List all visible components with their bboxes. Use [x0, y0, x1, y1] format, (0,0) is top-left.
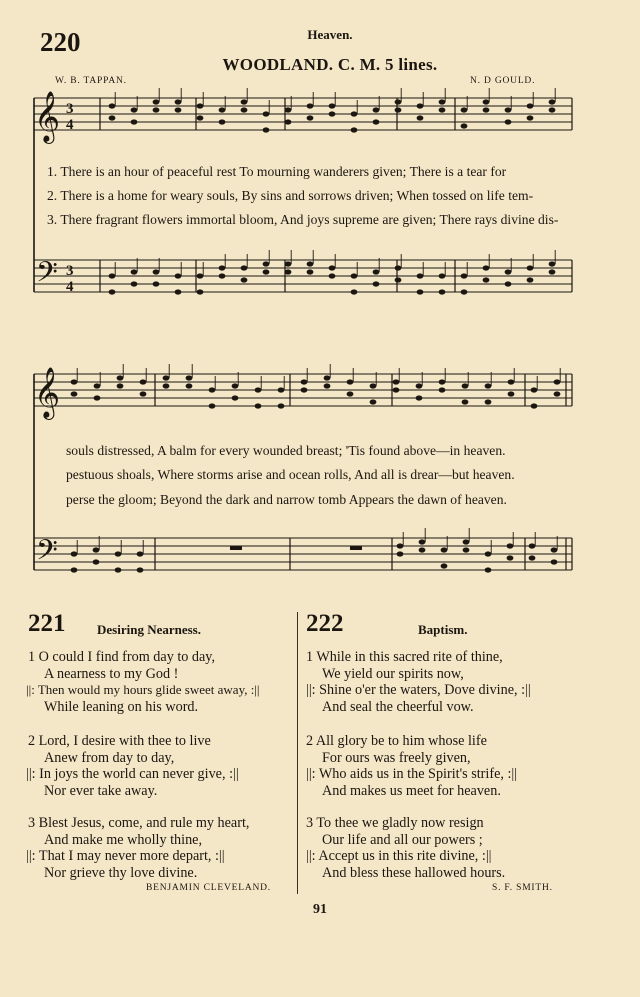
note-head — [417, 289, 424, 294]
column-divider — [297, 612, 298, 894]
note-head — [419, 547, 426, 552]
note-head — [529, 543, 536, 548]
hymn-222-stanza-1 — [306, 649, 531, 715]
note-head — [441, 563, 448, 568]
note-head — [307, 103, 314, 108]
note-head — [505, 281, 512, 286]
note-head — [527, 265, 534, 270]
stanza-line: Nor grieve thy love divine. — [44, 864, 198, 881]
note-head — [483, 99, 490, 104]
note-head — [324, 383, 331, 388]
note-head — [115, 551, 122, 556]
system2-verse-1: souls distressed, A balm for every wounded breast; 'Tis found above—in heaven. — [66, 443, 506, 458]
stanza-line: We yield our spirits now, — [322, 665, 464, 682]
stanza-line: While leaning on his word. — [44, 698, 199, 715]
note-head — [71, 379, 78, 384]
note-head — [71, 551, 78, 556]
note-head — [137, 551, 144, 556]
note-head — [347, 391, 354, 396]
note-head — [219, 107, 226, 112]
system1-verse-1: 1. There is an hour of peaceful rest To mourning wanderers given; There is a tear for — [47, 164, 507, 179]
note-head — [373, 269, 380, 274]
note-head — [370, 399, 377, 404]
stanza-line: 1 While in this sacred rite of thine, — [306, 649, 503, 665]
note-head — [278, 403, 285, 408]
note-head — [329, 265, 336, 270]
note-head — [351, 127, 358, 132]
note-head — [395, 99, 402, 104]
note-head — [549, 261, 556, 266]
note-head — [232, 383, 239, 388]
stanza-line: And makes us meet for heaven. — [322, 782, 501, 799]
note-head — [551, 559, 558, 564]
note-head — [373, 281, 380, 286]
hymn-222-title: Baptism. — [418, 622, 468, 637]
note-head — [554, 391, 561, 396]
note-head — [285, 269, 292, 274]
note-head — [109, 289, 116, 294]
stanza-line: ||: Shine o'er the waters, Dove divine, :|| — [306, 682, 531, 698]
note-head — [461, 107, 468, 112]
hymn-number-220: 220 — [40, 27, 81, 57]
stanza-line: ||: In joys the world can never give, :|| — [26, 766, 239, 782]
time-signature: 3 — [66, 101, 74, 117]
whole-rest — [350, 546, 362, 550]
note-head — [163, 383, 170, 388]
note-head — [531, 403, 538, 408]
stanza-line: ||: Accept us in this rite divine, :|| — [306, 848, 492, 864]
note-head — [373, 119, 380, 124]
bass-clef: 𝄢 — [36, 534, 58, 574]
note-head — [463, 547, 470, 552]
stanza-line: 2 Lord, I desire with thee to live — [28, 733, 211, 749]
note-head — [370, 383, 377, 388]
note-head — [529, 555, 536, 560]
stanza-line: 3 To thee we gladly now resign — [306, 815, 484, 831]
note-head — [507, 555, 514, 560]
note-head — [241, 277, 248, 282]
note-head — [324, 375, 331, 380]
note-head — [186, 375, 193, 380]
note-head — [461, 273, 468, 278]
page-number: 91 — [313, 902, 327, 917]
note-head — [209, 387, 216, 392]
note-head — [285, 119, 292, 124]
note-head — [241, 99, 248, 104]
note-head — [461, 289, 468, 294]
note-head — [301, 387, 308, 392]
stanza-line: ||: Who aids us in the Spirit's strife, :|| — [306, 766, 518, 782]
note-head — [71, 567, 78, 572]
note-head — [285, 107, 292, 112]
system2-verse-2: pestuous shoals, Where storms arise and ocean rolls, And all is drear—but heaven. — [66, 467, 515, 482]
stanza-line: Nor ever take away. — [44, 782, 158, 799]
note-head — [485, 551, 492, 556]
note-head — [109, 103, 116, 108]
note-head — [505, 119, 512, 124]
note-head — [483, 277, 490, 282]
hymn-222-author: S. F. SMITH. — [492, 883, 553, 893]
note-head — [416, 383, 423, 388]
stanza-line: Our life and all our powers ; — [322, 831, 483, 848]
note-head — [93, 559, 100, 564]
note-head — [263, 127, 270, 132]
note-head — [417, 273, 424, 278]
note-head — [527, 103, 534, 108]
note-head — [137, 567, 144, 572]
note-head — [175, 289, 182, 294]
note-head — [417, 115, 424, 120]
composer-credit: N. D GOULD. — [470, 76, 536, 86]
hymn-221-stanza-3 — [26, 815, 249, 881]
note-head — [219, 273, 226, 278]
note-head — [197, 289, 204, 294]
system1-verse-2: 2. There is a home for weary souls, By sins and sorrows driven; When tossed on life tem- — [47, 188, 534, 203]
note-head — [463, 539, 470, 544]
note-head — [301, 379, 308, 384]
hymn-222-stanza-3 — [306, 815, 505, 881]
stanza-line: 1 O could I find from day to day, — [28, 649, 216, 665]
note-head — [439, 107, 446, 112]
hymn-221-author: BENJAMIN CLEVELAND. — [146, 883, 271, 893]
tune-title: WOODLAND. C. M. 5 lines. — [222, 55, 438, 74]
note-head — [197, 273, 204, 278]
note-head — [373, 107, 380, 112]
note-head — [263, 111, 270, 116]
note-head — [393, 387, 400, 392]
note-head — [439, 99, 446, 104]
note-head — [395, 107, 402, 112]
note-head — [462, 383, 469, 388]
note-head — [351, 273, 358, 278]
note-head — [285, 261, 292, 266]
note-head — [117, 375, 124, 380]
stanza-line: Anew from day to day, — [44, 749, 175, 766]
note-head — [439, 387, 446, 392]
time-signature: 3 — [66, 263, 74, 279]
note-head — [397, 543, 404, 548]
hymn-222-stanza-2 — [306, 733, 517, 799]
note-head — [483, 107, 490, 112]
note-head — [505, 269, 512, 274]
note-head — [307, 261, 314, 266]
note-head — [351, 289, 358, 294]
note-head — [549, 99, 556, 104]
note-head — [115, 567, 122, 572]
note-head — [347, 379, 354, 384]
treble-clef: 𝄞 — [34, 367, 61, 418]
note-head — [527, 115, 534, 120]
note-head — [505, 107, 512, 112]
stanza-line: ||: Then would my hours glide sweet away, :|| — [26, 682, 260, 697]
note-head — [131, 119, 138, 124]
note-head — [416, 395, 423, 400]
note-head — [241, 107, 248, 112]
stanza-line: ||: That I may never more depart, :|| — [26, 848, 225, 864]
note-head — [131, 269, 138, 274]
note-head — [439, 289, 446, 294]
note-head — [549, 269, 556, 274]
stanza-line: And seal the cheerful vow. — [322, 698, 474, 715]
note-head — [419, 539, 426, 544]
note-head — [263, 269, 270, 274]
note-head — [485, 399, 492, 404]
note-head — [93, 547, 100, 552]
hymn-number-222: 222 — [306, 610, 344, 637]
note-head — [508, 391, 515, 396]
note-head — [329, 111, 336, 116]
note-head — [307, 269, 314, 274]
note-head — [461, 123, 468, 128]
note-head — [175, 99, 182, 104]
note-head — [263, 261, 270, 266]
note-head — [219, 265, 226, 270]
stanza-line: 3 Blest Jesus, come, and rule my heart, — [28, 815, 250, 831]
lyricist-credit: W. B. TAPPAN. — [55, 76, 127, 86]
note-head — [109, 273, 116, 278]
note-head — [351, 111, 358, 116]
note-head — [393, 379, 400, 384]
note-head — [197, 103, 204, 108]
system1-verse-3: 3. There fragrant flowers immortal bloom, And joys supreme are given; There rays divine dis- — [47, 212, 559, 227]
stanza-line: And bless these hallowed hours. — [322, 864, 506, 881]
hymn-221-stanza-1 — [26, 649, 260, 715]
note-head — [131, 107, 138, 112]
note-head — [441, 547, 448, 552]
note-head — [551, 547, 558, 552]
note-head — [485, 383, 492, 388]
note-head — [153, 107, 160, 112]
note-head — [255, 403, 262, 408]
note-head — [209, 403, 216, 408]
bass-clef: 𝄢 — [36, 256, 58, 296]
note-head — [219, 119, 226, 124]
stanza-line: A nearness to my God ! — [44, 665, 179, 682]
note-head — [329, 103, 336, 108]
note-head — [186, 383, 193, 388]
note-head — [439, 273, 446, 278]
note-head — [153, 269, 160, 274]
note-head — [175, 273, 182, 278]
note-head — [232, 395, 239, 400]
note-head — [197, 115, 204, 120]
note-head — [531, 387, 538, 392]
stanza-line: For ours was freely given, — [322, 749, 471, 766]
system2-verse-3: perse the gloom; Beyond the dark and narrow tomb Appears the dawn of heaven. — [66, 492, 507, 507]
note-head — [153, 281, 160, 286]
hymn-number-221: 221 — [28, 610, 66, 637]
note-head — [71, 391, 78, 396]
note-head — [255, 387, 262, 392]
note-head — [417, 103, 424, 108]
note-head — [131, 281, 138, 286]
note-head — [94, 383, 101, 388]
whole-rest — [230, 546, 242, 550]
note-head — [307, 115, 314, 120]
note-head — [278, 387, 285, 392]
note-head — [485, 567, 492, 572]
note-head — [175, 107, 182, 112]
time-signature: 4 — [66, 279, 74, 295]
note-head — [140, 391, 147, 396]
note-head — [395, 277, 402, 282]
note-head — [549, 107, 556, 112]
note-head — [508, 379, 515, 384]
note-head — [439, 379, 446, 384]
hymn-221-stanza-2 — [26, 733, 239, 799]
note-head — [395, 265, 402, 270]
stanza-line: And make me wholly thine, — [44, 831, 203, 848]
note-head — [153, 99, 160, 104]
note-head — [462, 399, 469, 404]
note-head — [117, 383, 124, 388]
note-head — [397, 551, 404, 556]
note-head — [554, 379, 561, 384]
note-head — [163, 375, 170, 380]
stanza-line: 2 All glory be to him whose life — [306, 733, 487, 749]
treble-clef: 𝄞 — [34, 91, 61, 142]
note-head — [483, 265, 490, 270]
note-head — [241, 265, 248, 270]
time-signature: 4 — [66, 117, 74, 133]
note-head — [140, 379, 147, 384]
hymn-221-title: Desiring Nearness. — [97, 622, 201, 637]
note-head — [527, 277, 534, 282]
section-heading: Heaven. — [307, 27, 353, 42]
note-head — [109, 115, 116, 120]
note-head — [329, 273, 336, 278]
note-head — [507, 543, 514, 548]
note-head — [94, 395, 101, 400]
